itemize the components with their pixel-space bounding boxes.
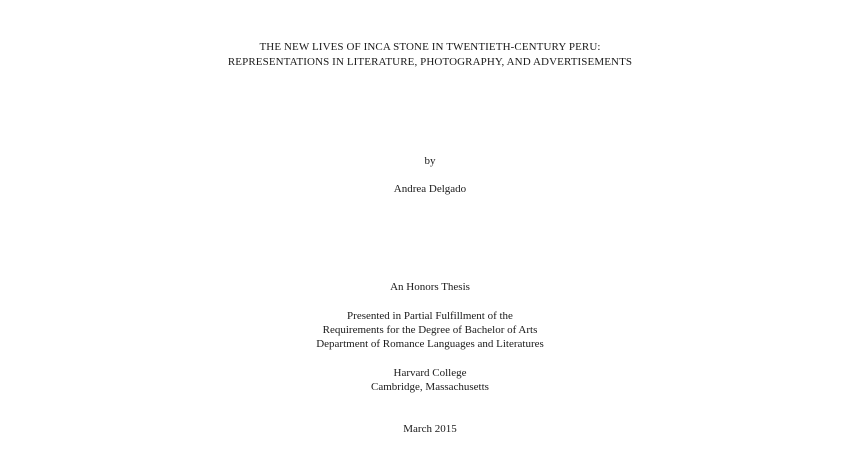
institution-name: Harvard College (393, 367, 467, 379)
thesis-type: An Honors Thesis (390, 281, 470, 293)
presentation-line-1: Presented in Partial Fulfillment of the (347, 310, 513, 322)
submission-date: March 2015 (403, 423, 457, 435)
presentation-line-2: Requirements for the Degree of Bachelor of Arts (322, 324, 538, 336)
author-name: Andrea Delgado (393, 183, 467, 195)
thesis-title-line-1: THE NEW LIVES OF INCA STONE IN TWENTIETH-CENTURY PERU: (259, 41, 601, 53)
by-label: by (424, 155, 436, 167)
institution-location: Cambridge, Massachusetts (371, 381, 489, 393)
thesis-title-line-2: REPRESENTATIONS IN LITERATURE, PHOTOGRAPHY, AND ADVERTISEMENTS (227, 56, 633, 68)
department-line: Department of Romance Languages and Literatures (316, 338, 544, 350)
